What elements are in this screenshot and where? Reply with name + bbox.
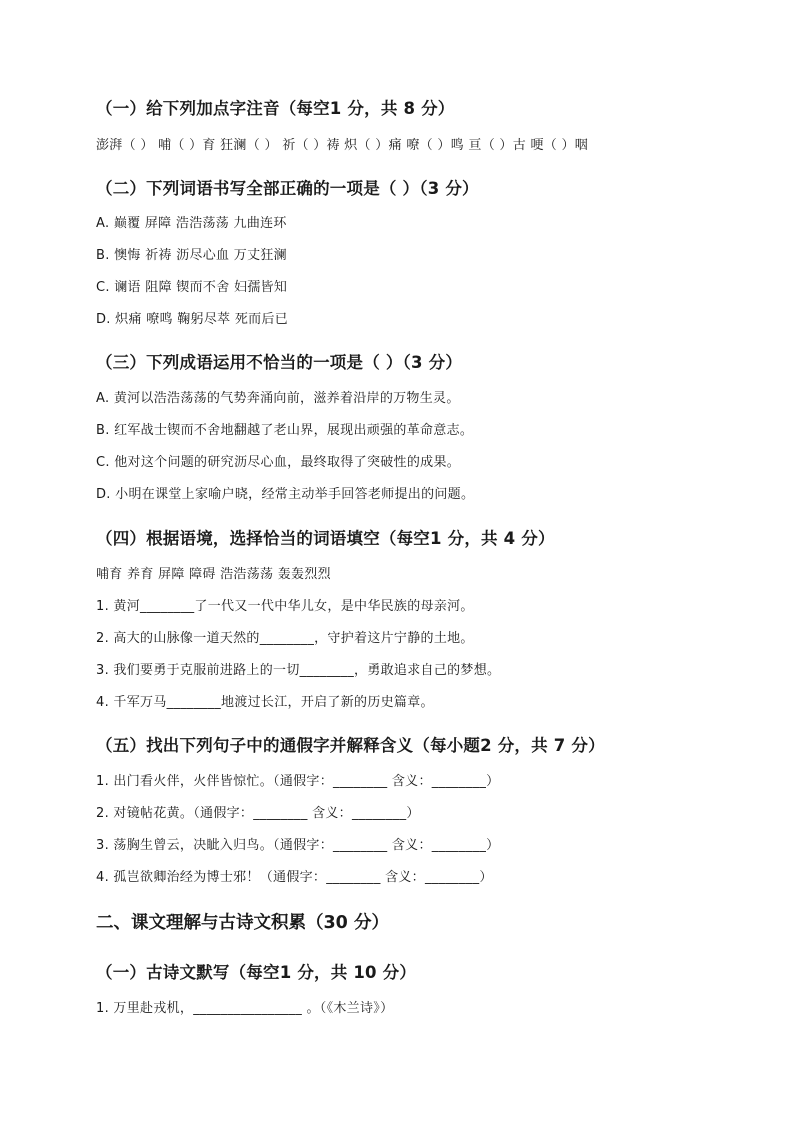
word-bank: 哺育 养育 屏障 障碍 浩浩荡荡 轰轰烈烈 bbox=[96, 567, 331, 582]
section-5-heading: （五）找出下列句子中的通假字并解释含义（每小题2 分，共 7 分） bbox=[96, 736, 605, 755]
fill-item-2: 2. 高大的山脉像一道天然的________，守护着这片宁静的土地。 bbox=[96, 631, 474, 646]
part-2-heading: 二、课文理解与古诗文积累（30 分） bbox=[96, 913, 389, 933]
section-1-heading: （一）给下列加点字注音（每空1 分，共 8 分） bbox=[96, 99, 455, 118]
tongjia-item-1: 1. 出门看火伴，火伴皆惊忙。（通假字：________ 含义：________） bbox=[96, 774, 500, 789]
recitation-item-1: 1. 万里赴戎机，________________ 。（《木兰诗》） bbox=[96, 1001, 394, 1016]
option-d: D. 小明在课堂上家喻户晓，经常主动举手回答老师提出的问题。 bbox=[96, 487, 475, 502]
pinyin-question-line: 澎湃（ ） 哺（ ）育 狂澜（ ） 祈（ ）祷 炽（ ）痛 嘹（ ）鸣 亘（ ）古 哽（ ）咽 bbox=[96, 138, 589, 153]
option-a: A. 黄河以浩浩荡荡的气势奔涌向前，滋养着沿岸的万物生灵。 bbox=[96, 391, 460, 406]
fill-item-4: 4. 千军万马________地渡过长江，开启了新的历史篇章。 bbox=[96, 695, 434, 710]
part-2-section-1-heading: （一）古诗文默写（每空1 分，共 10 分） bbox=[96, 963, 417, 982]
tongjia-item-3: 3. 荡胸生曾云，决眦入归鸟。（通假字：________ 含义：________） bbox=[96, 838, 500, 853]
section-2-heading: （二）下列词语书写全部正确的一项是（ ）（3 分） bbox=[96, 179, 479, 198]
option-c: C. 谰语 阻障 锲而不舍 妇孺皆知 bbox=[96, 280, 288, 295]
option-d: D. 炽痛 嘹鸣 鞠躬尽萃 死而后已 bbox=[96, 312, 289, 327]
section-4-heading: （四）根据语境，选择恰当的词语填空（每空1 分，共 4 分） bbox=[96, 529, 555, 548]
tongjia-item-4: 4. 孤岂欲卿治经为博士邪！（通假字：________ 含义：________） bbox=[96, 870, 493, 885]
option-a: A. 巅覆 屏障 浩浩荡荡 九曲连环 bbox=[96, 216, 287, 231]
option-b: B. 懊悔 祈祷 沥尽心血 万丈狂澜 bbox=[96, 248, 287, 263]
tongjia-item-2: 2. 对镜帖花黄。（通假字：________ 含义：________） bbox=[96, 806, 420, 821]
fill-item-1: 1. 黄河________了一代又一代中华儿女，是中华民族的母亲河。 bbox=[96, 599, 474, 614]
section-3-heading: （三）下列成语运用不恰当的一项是（ ）（3 分） bbox=[96, 353, 463, 372]
option-c: C. 他对这个问题的研究沥尽心血，最终取得了突破性的成果。 bbox=[96, 455, 461, 470]
fill-item-3: 3. 我们要勇于克服前进路上的一切________，勇敢追求自己的梦想。 bbox=[96, 663, 501, 678]
option-b: B. 红军战士锲而不舍地翻越了老山界，展现出顽强的革命意志。 bbox=[96, 423, 474, 438]
